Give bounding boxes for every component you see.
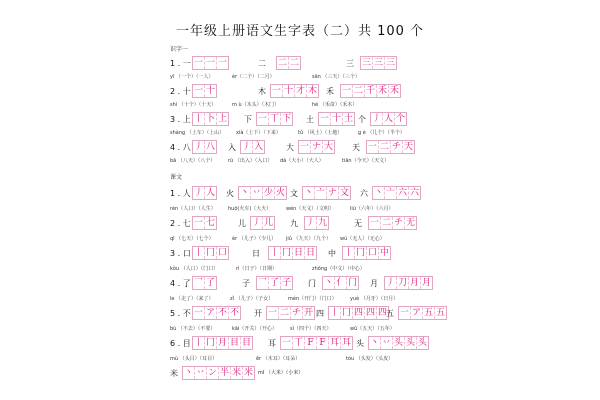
- stroke-order-box: [328, 306, 389, 320]
- stroke-order-box: [250, 216, 275, 230]
- char-row: [0, 140, 600, 154]
- stroke-cell: 一: [367, 142, 377, 152]
- pinyin-text: ěr （木耳）（耳朵）: [256, 356, 301, 362]
- pinyin-text: dà（大小）（大人）: [280, 158, 324, 164]
- stroke-cell: 四: [377, 308, 387, 318]
- pinyin-text: shí （十个）（十天）: [170, 102, 217, 108]
- stroke-cell: 丿: [241, 142, 251, 152]
- pinyin-text: wǔ（五天）（五年）: [350, 326, 395, 332]
- char-label: 五: [386, 309, 394, 318]
- char-label: 门: [308, 279, 316, 288]
- stroke-order-box: [318, 112, 355, 126]
- stroke-cell: 六: [409, 188, 419, 198]
- pinyin-text: tǔ （风土）（土地）: [298, 130, 343, 136]
- stroke-cell: 乛: [193, 278, 203, 288]
- pinyin-row: [0, 295, 600, 303]
- section-heading: 识字一: [170, 46, 189, 53]
- page-title: 一年级上册语文生字表（二）共 100 个: [175, 24, 425, 39]
- stroke-cell: ン: [207, 368, 217, 378]
- stroke-cell: 丶: [303, 188, 313, 198]
- stroke-cell: 十: [331, 114, 341, 124]
- pinyin-row: [0, 73, 600, 81]
- stroke-order-box: [256, 112, 293, 126]
- pinyin-text: mǐ （大米）（小米）: [258, 370, 304, 376]
- pinyin-text: kāi（开关）（开心）: [232, 326, 277, 332]
- char-label: 1 . 一: [170, 59, 191, 68]
- pinyin-text: sān （三天）（三个）: [312, 74, 360, 80]
- stroke-cell: 丷: [195, 368, 205, 378]
- stroke-cell: 头: [405, 338, 415, 348]
- stroke-cell: 一: [267, 308, 277, 318]
- stroke-order-box: [192, 336, 253, 350]
- stroke-cell: 三: [385, 58, 395, 68]
- stroke-cell: 目: [229, 338, 239, 348]
- stroke-cell: 目: [241, 338, 251, 348]
- stroke-cell: 七: [205, 218, 215, 228]
- stroke-cell: 丨: [343, 248, 353, 258]
- stroke-cell: 入: [253, 142, 263, 152]
- stroke-cell: 人: [383, 114, 393, 124]
- stroke-order-box: [368, 216, 417, 230]
- stroke-order-box: [280, 336, 353, 350]
- stroke-cell: 冂: [355, 248, 365, 258]
- pinyin-text: ɡ è （几个）（半个）: [358, 130, 405, 136]
- stroke-cell: 二: [279, 308, 289, 318]
- char-label: 入: [228, 143, 236, 152]
- stroke-cell: F: [317, 337, 329, 349]
- stroke-cell: 卜: [205, 114, 215, 124]
- stroke-cell: 一: [299, 142, 309, 152]
- stroke-cell: 丿: [193, 188, 203, 198]
- stroke-cell: 丷: [381, 338, 391, 348]
- stroke-cell: 开: [303, 308, 313, 318]
- stroke-cell: 丨: [329, 308, 339, 318]
- stroke-cell: 才: [295, 86, 305, 96]
- stroke-cell: 少: [263, 188, 273, 198]
- pinyin-text: m ù（木头）（木门）: [232, 102, 280, 108]
- char-row: [0, 246, 600, 260]
- stroke-order-box: [268, 246, 317, 260]
- stroke-cell: 一: [271, 86, 281, 96]
- pinyin-row: [0, 265, 600, 273]
- char-label: 木: [258, 87, 266, 96]
- pinyin-text: bā （八天）（八个）: [170, 158, 216, 164]
- stroke-cell: ア: [205, 308, 215, 318]
- stroke-order-box: [192, 186, 217, 200]
- stroke-cell: 五: [435, 308, 445, 318]
- pinyin-text: xià（上下）（下来）: [236, 130, 281, 136]
- stroke-cell: ナ: [311, 142, 321, 152]
- stroke-cell: 丶: [239, 188, 249, 198]
- stroke-cell: 十: [205, 86, 215, 96]
- stroke-cell: 米: [243, 368, 253, 378]
- stroke-cell: 四: [365, 308, 375, 318]
- stroke-cell: F: [305, 337, 317, 349]
- stroke-cell: 一: [205, 58, 215, 68]
- stroke-cell: 丅: [293, 338, 303, 348]
- stroke-cell: 一: [257, 114, 267, 124]
- char-label: 儿: [238, 219, 246, 228]
- stroke-cell: 禾: [377, 86, 387, 96]
- stroke-cell: 一: [399, 308, 409, 318]
- stroke-order-box: [182, 366, 255, 380]
- stroke-order-box: [192, 276, 217, 290]
- pinyin-text: huǒ(火车)（大火）: [228, 206, 272, 212]
- char-label: 4 . 了: [170, 279, 191, 288]
- stroke-cell: 一: [319, 114, 329, 124]
- stroke-cell: 刀: [397, 278, 407, 288]
- char-label: 头: [356, 339, 364, 348]
- stroke-order-box: [192, 140, 217, 154]
- pinyin-text: yuè （月牙）（日月）: [350, 296, 399, 302]
- char-row: [0, 112, 600, 126]
- stroke-cell: 天: [403, 142, 413, 152]
- stroke-cell: 丶: [183, 368, 193, 378]
- stroke-cell: 六: [397, 188, 407, 198]
- pinyin-text: kǒu （人口）（门口）: [170, 266, 219, 272]
- stroke-cell: 下: [281, 114, 291, 124]
- stroke-cell: 了: [205, 278, 215, 288]
- pinyin-row: [0, 157, 600, 165]
- stroke-cell: 丿: [305, 218, 315, 228]
- pinyin-text: wú（无人）（无心）: [340, 236, 385, 242]
- char-row: [0, 276, 600, 290]
- stroke-order-box: [240, 140, 265, 154]
- pinyin-text: hé （禾苗）（禾木）: [312, 102, 358, 108]
- stroke-cell: 丿: [371, 114, 381, 124]
- stroke-order-box: [192, 112, 229, 126]
- stroke-cell: 人: [205, 188, 215, 198]
- stroke-order-box: [192, 56, 229, 70]
- stroke-cell: 头: [393, 338, 403, 348]
- char-label: 六: [360, 189, 368, 198]
- stroke-cell: 八: [205, 142, 215, 152]
- char-label: 无: [354, 219, 362, 228]
- stroke-cell: 二: [289, 58, 299, 68]
- stroke-order-box: [368, 336, 429, 350]
- char-label: 四: [316, 309, 324, 318]
- char-row: [0, 366, 600, 380]
- stroke-cell: 冂: [205, 248, 215, 258]
- pinyin-text: wén（天文）（文明）: [286, 206, 334, 212]
- stroke-cell: 三: [361, 58, 371, 68]
- stroke-cell: 丿: [251, 218, 261, 228]
- pinyin-text: rù （出入）（入口）: [228, 158, 273, 164]
- char-label: 开: [254, 309, 262, 318]
- stroke-cell: 丨: [193, 114, 203, 124]
- char-label: 6 . 目: [170, 339, 191, 348]
- stroke-order-box: [302, 186, 351, 200]
- stroke-cell: 丅: [269, 114, 279, 124]
- pinyin-text: ér （儿子）（少儿）: [232, 236, 277, 242]
- stroke-cell: 耳: [341, 338, 351, 348]
- stroke-cell: 不: [229, 308, 239, 318]
- char-label: 2 . 十: [170, 87, 191, 96]
- stroke-cell: 上: [217, 114, 227, 124]
- char-row: [0, 186, 600, 200]
- stroke-cell: 丶: [369, 338, 379, 348]
- stroke-cell: 亠: [315, 188, 325, 198]
- stroke-cell: 大: [323, 142, 333, 152]
- char-label: 1 . 人: [170, 189, 191, 198]
- char-label: 中: [328, 249, 336, 258]
- char-label: 文: [290, 189, 298, 198]
- stroke-cell: 冂: [341, 308, 351, 318]
- stroke-cell: 五: [423, 308, 433, 318]
- char-label: 三: [346, 59, 354, 68]
- stroke-cell: 中: [379, 248, 389, 258]
- pinyin-row: [0, 101, 600, 109]
- char-row: [0, 84, 600, 98]
- stroke-cell: 冂: [205, 338, 215, 348]
- stroke-order-box: [304, 216, 329, 230]
- stroke-cell: 冂: [281, 248, 291, 258]
- char-label: 5 . 不: [170, 309, 191, 318]
- pinyin-text: le （走了）（来了）: [170, 296, 214, 302]
- char-label: 个: [358, 115, 366, 124]
- char-row: [0, 336, 600, 350]
- stroke-cell: ナ: [327, 188, 337, 198]
- stroke-cell: 二: [353, 86, 363, 96]
- char-label: 3 . 口: [170, 249, 191, 258]
- stroke-cell: 乛: [257, 278, 267, 288]
- char-label: 日: [252, 249, 260, 258]
- stroke-cell: 丨: [193, 248, 203, 258]
- pinyin-row: [0, 325, 600, 333]
- stroke-cell: 月: [409, 278, 419, 288]
- stroke-cell: 火: [275, 188, 285, 198]
- pinyin-text: liù（六年）（六月）: [350, 206, 394, 212]
- char-label: 米: [170, 369, 178, 378]
- stroke-cell: 千: [365, 86, 375, 96]
- pinyin-row: [0, 129, 600, 137]
- stroke-cell: 一: [193, 58, 203, 68]
- stroke-cell: 二: [277, 58, 287, 68]
- pinyin-text: tiān（今天）（天文）: [342, 158, 390, 164]
- stroke-cell: 丶: [373, 188, 383, 198]
- char-label: 耳: [268, 339, 276, 348]
- stroke-cell: 亠: [385, 188, 395, 198]
- pinyin-text: yī （一个）（一人）: [170, 74, 214, 80]
- stroke-cell: 耳: [329, 338, 339, 348]
- stroke-cell: 无: [405, 218, 415, 228]
- stroke-order-box: [256, 276, 293, 290]
- stroke-order-box: [192, 216, 217, 230]
- stroke-cell: 米: [231, 368, 241, 378]
- stroke-cell: 一: [193, 308, 203, 318]
- pinyin-text: bù （不去）（不要）: [170, 326, 216, 332]
- stroke-cell: 一: [341, 86, 351, 96]
- stroke-cell: 土: [343, 114, 353, 124]
- stroke-order-box: [276, 56, 301, 70]
- stroke-cell: 木: [307, 86, 317, 96]
- stroke-order-box: [372, 186, 421, 200]
- stroke-cell: 了: [269, 278, 279, 288]
- stroke-cell: 日: [293, 248, 303, 258]
- stroke-cell: 丨: [193, 338, 203, 348]
- stroke-cell: 四: [353, 308, 363, 318]
- stroke-cell: 个: [395, 114, 405, 124]
- stroke-cell: 子: [281, 278, 291, 288]
- pinyin-text: zhōnɡ（中文）（中心）: [312, 266, 365, 272]
- char-label: 4 . 八: [170, 143, 191, 152]
- char-row: [0, 56, 600, 70]
- stroke-cell: 禾: [389, 86, 399, 96]
- char-label: 2 . 七: [170, 219, 191, 228]
- pinyin-row: [0, 205, 600, 213]
- char-label: 火: [226, 189, 234, 198]
- stroke-cell: 门: [347, 278, 357, 288]
- char-label: 下: [244, 115, 252, 124]
- pinyin-text: zǐ （儿子）（子女）: [230, 296, 274, 302]
- stroke-cell: 一: [193, 86, 203, 96]
- char-label: 土: [306, 115, 314, 124]
- stroke-cell: 十: [283, 86, 293, 96]
- stroke-order-box: [384, 276, 433, 290]
- pinyin-text: shànɡ （上车）（上山）: [170, 130, 225, 136]
- stroke-order-box: [192, 306, 241, 320]
- char-row: [0, 306, 600, 320]
- stroke-cell: 丶: [323, 278, 333, 288]
- stroke-cell: 不: [217, 308, 227, 318]
- stroke-order-box: [192, 84, 217, 98]
- char-label: 3 . 上: [170, 115, 191, 124]
- char-label: 九: [290, 219, 298, 228]
- stroke-order-box: [298, 140, 335, 154]
- stroke-cell: チ: [291, 308, 301, 318]
- stroke-order-box: [398, 306, 447, 320]
- stroke-order-box: [238, 186, 287, 200]
- stroke-cell: チ: [391, 142, 401, 152]
- stroke-order-box: [366, 140, 415, 154]
- stroke-order-box: [340, 84, 401, 98]
- stroke-order-box: [322, 276, 359, 290]
- stroke-cell: 口: [367, 248, 377, 258]
- pinyin-text: jiǔ （九天）（九个）: [286, 236, 332, 242]
- pinyin-text: mù （头目）（耳目）: [170, 356, 218, 362]
- pinyin-row: [0, 235, 600, 243]
- stroke-cell: 二: [381, 218, 391, 228]
- stroke-cell: 儿: [263, 218, 273, 228]
- stroke-cell: ア: [411, 308, 421, 318]
- stroke-cell: 口: [217, 248, 227, 258]
- stroke-cell: 日: [305, 248, 315, 258]
- stroke-cell: 亻: [335, 278, 345, 288]
- stroke-cell: 丿: [385, 278, 395, 288]
- stroke-cell: 二: [379, 142, 389, 152]
- char-row: [0, 216, 600, 230]
- stroke-cell: 一: [193, 218, 203, 228]
- pinyin-text: mén（开门）（门口）: [288, 296, 337, 302]
- stroke-cell: 三: [373, 58, 383, 68]
- stroke-cell: 半: [219, 368, 229, 378]
- stroke-cell: チ: [393, 218, 403, 228]
- pinyin-text: sì（四个）（四天）: [290, 326, 332, 332]
- char-label: 大: [286, 143, 294, 152]
- char-label: 禾: [326, 87, 334, 96]
- stroke-cell: 月: [217, 338, 227, 348]
- pinyin-text: qī （七天）（七个）: [170, 236, 214, 242]
- stroke-cell: 一: [217, 58, 227, 68]
- char-label: 二: [258, 59, 266, 68]
- stroke-cell: 一: [369, 218, 379, 228]
- stroke-cell: 丿: [193, 142, 203, 152]
- section-heading: 课文: [170, 174, 183, 181]
- pinyin-text: èr（二个）（二月）: [232, 74, 275, 80]
- stroke-cell: 一: [281, 338, 291, 348]
- pinyin-text: rén（人口）（人生）: [170, 206, 216, 212]
- stroke-order-box: [370, 112, 407, 126]
- char-label: 天: [352, 143, 360, 152]
- pinyin-text: tóu （头发）（头皮）: [346, 356, 394, 362]
- stroke-order-box: [342, 246, 391, 260]
- char-label: 月: [370, 279, 378, 288]
- char-label: 子: [242, 279, 250, 288]
- stroke-cell: 月: [421, 278, 431, 288]
- stroke-cell: 丨: [269, 248, 279, 258]
- stroke-order-box: [266, 306, 315, 320]
- pinyin-row: [0, 355, 600, 363]
- stroke-order-box: [360, 56, 397, 70]
- stroke-cell: 九: [317, 218, 327, 228]
- pinyin-text: rì（日子）（日期）: [236, 266, 277, 272]
- stroke-cell: 文: [339, 188, 349, 198]
- stroke-cell: 丷: [251, 188, 261, 198]
- stroke-cell: 头: [417, 338, 427, 348]
- stroke-order-box: [270, 84, 319, 98]
- stroke-order-box: [192, 246, 229, 260]
